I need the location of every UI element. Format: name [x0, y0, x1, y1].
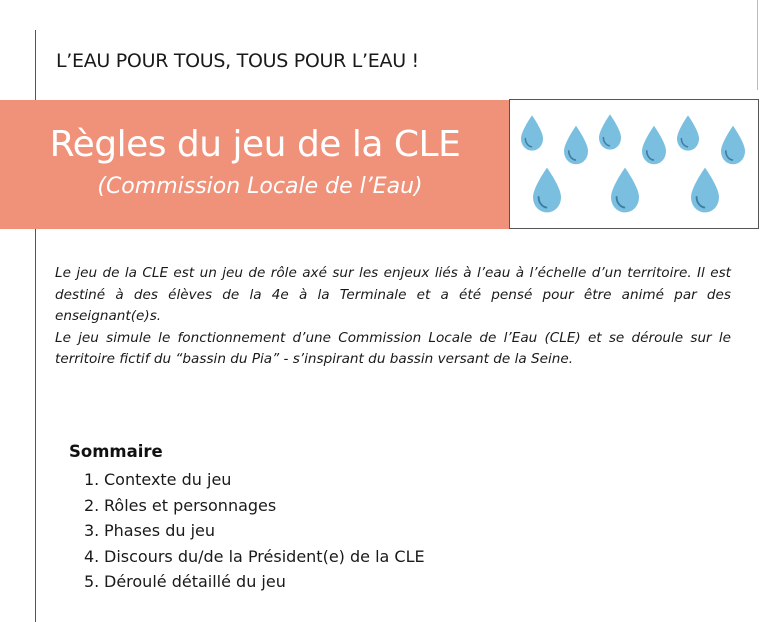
intro-paragraph-2: Le jeu simule le fonctionnement d’une Commission Locale de l’Eau (CLE) et se déroule sur le territoire fictif du “bassin du Pia” - s’inspirant du bassin versant de la Seine.	[55, 329, 731, 367]
summary-item-number: 2.	[84, 495, 100, 515]
summary-item	[84, 518, 425, 544]
summary-item-label: Rôles et personnages	[104, 495, 277, 515]
summary-item-number: 1.	[84, 470, 100, 489]
summary-item	[84, 544, 425, 570]
water-drop-icon	[564, 126, 588, 164]
document-subtitle: (Commission Locale de l’Eau)	[97, 174, 423, 199]
summary-item-number: 4.	[84, 546, 100, 566]
summary-item	[84, 493, 425, 519]
water-drop-icon	[599, 114, 621, 149]
summary-item-label: Déroulé détaillé du jeu	[104, 572, 286, 592]
slogan-heading: L’EAU POUR TOUS, TOUS POUR L’EAU !	[56, 50, 419, 72]
summary-item-label: Contexte du jeu	[104, 470, 232, 489]
water-drop-icon	[642, 126, 666, 164]
water-drop-icon	[691, 168, 719, 213]
summary-item-number: 3.	[84, 521, 100, 541]
water-drop-icon	[611, 168, 639, 213]
summary-list	[84, 467, 425, 595]
summary-item-label: Phases du jeu	[104, 521, 216, 541]
intro-paragraph-1: Le jeu de la CLE est un jeu de rôle axé sur les enjeux liés à l’eau à l’échelle d’un territoire. Il est destiné à des élèves de la 4e à la Terminale et a été pensé pour être animé par des enseignant(e)s.	[55, 265, 731, 324]
right-margin-rule	[757, 0, 758, 90]
water-drop-icon	[521, 115, 543, 150]
title-banner	[0, 100, 510, 229]
summary-heading: Sommaire	[69, 442, 163, 461]
water-drops-svg	[510, 100, 760, 230]
summary-item-label: Discours du/de la Président(e) de la CLE	[104, 546, 425, 566]
water-drop-icon	[677, 115, 699, 150]
document-title: Règles du jeu de la CLE	[49, 124, 461, 165]
water-drop-icon	[533, 168, 561, 213]
water-drops-illustration	[509, 99, 759, 229]
summary-item	[84, 467, 425, 493]
intro-text	[55, 263, 731, 371]
summary-item	[84, 569, 425, 595]
summary-item-number: 5.	[84, 572, 100, 592]
water-drop-icon	[721, 126, 745, 164]
